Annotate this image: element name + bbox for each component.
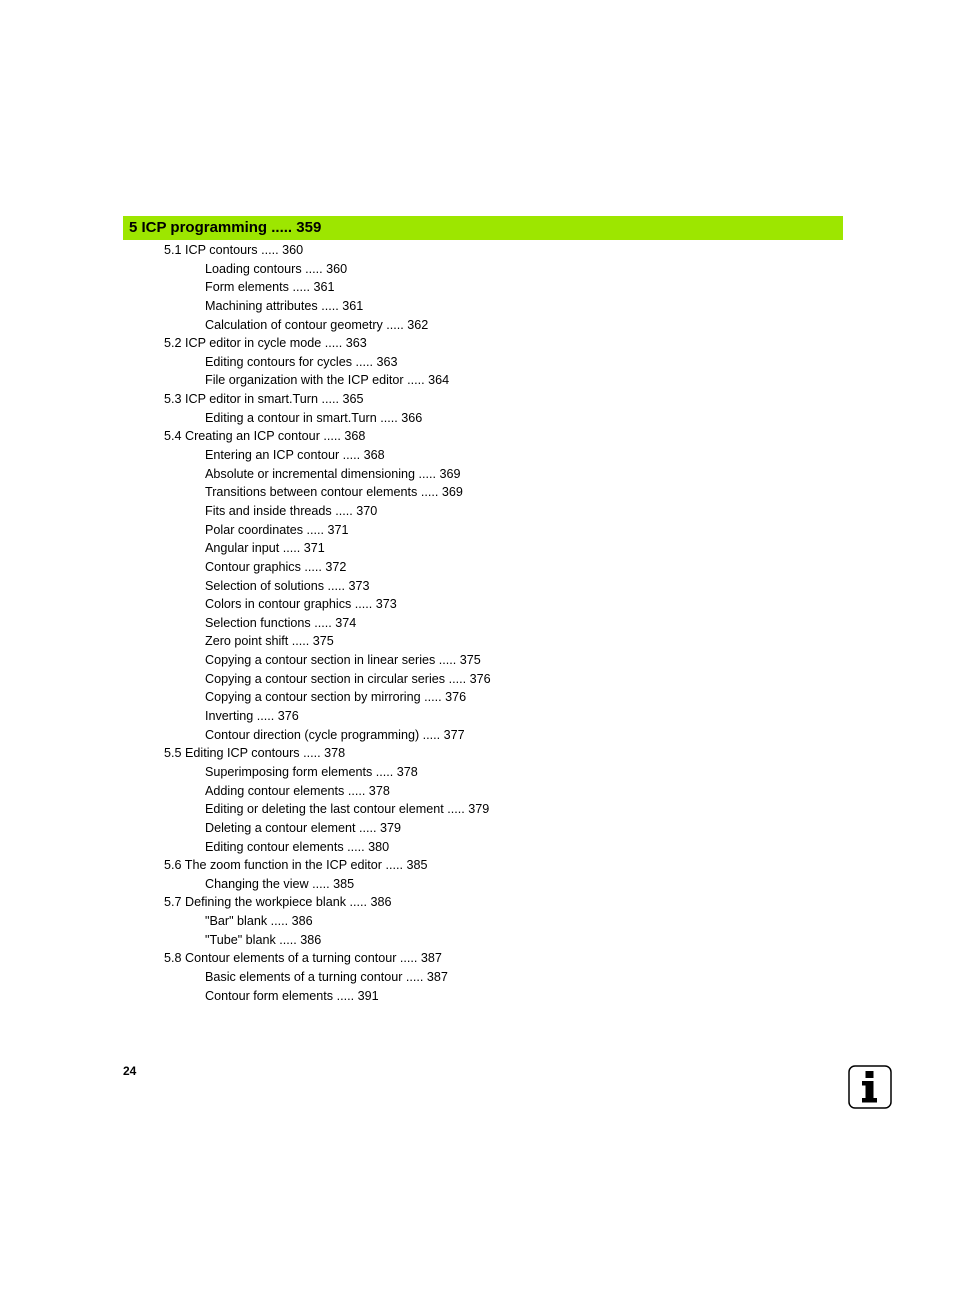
toc-section-entry[interactable]: 5.4 Creating an ICP contour ..... 368 bbox=[164, 429, 366, 444]
toc-subsection-entry[interactable]: Editing or deleting the last contour element ..... 379 bbox=[205, 802, 490, 817]
toc-subsection-entry[interactable]: Basic elements of a turning contour ..... 387 bbox=[205, 969, 448, 984]
toc-subsection-entry[interactable]: Loading contours ..... 360 bbox=[205, 261, 348, 276]
toc-section-entry[interactable]: 5.5 Editing ICP contours ..... 378 bbox=[164, 746, 346, 761]
toc-section-entry[interactable]: 5.8 Contour elements of a turning contour ..... 387 bbox=[164, 951, 442, 966]
toc-subsection-entry[interactable]: Editing a contour in smart.Turn ..... 366 bbox=[205, 410, 423, 425]
toc-subsection-entry[interactable]: Changing the view ..... 385 bbox=[205, 876, 355, 891]
chapter-title[interactable]: 5 ICP programming ..... 359 bbox=[129, 219, 322, 236]
toc-subsection-entry[interactable]: Absolute or incremental dimensioning ..... 369 bbox=[205, 466, 461, 481]
toc-subsection-entry[interactable]: Copying a contour section in linear series ..... 375 bbox=[205, 653, 481, 668]
info-icon bbox=[848, 1065, 892, 1109]
toc-section-entry[interactable]: 5.6 The zoom function in the ICP editor ..... 385 bbox=[164, 858, 428, 873]
toc-subsection-entry[interactable]: "Bar" blank ..... 386 bbox=[205, 914, 313, 929]
toc-subsection-entry[interactable]: Form elements ..... 361 bbox=[205, 280, 335, 295]
toc-subsection-entry[interactable]: Calculation of contour geometry ..... 362 bbox=[205, 317, 429, 332]
toc-subsection-entry[interactable]: Contour form elements ..... 391 bbox=[205, 988, 379, 1003]
toc-subsection-entry[interactable]: Fits and inside threads ..... 370 bbox=[205, 503, 378, 518]
toc-subsection-entry[interactable]: Entering an ICP contour ..... 368 bbox=[205, 448, 385, 463]
toc-subsection-entry[interactable]: Machining attributes ..... 361 bbox=[205, 298, 364, 313]
toc-subsection-entry[interactable]: Deleting a contour element ..... 379 bbox=[205, 820, 402, 835]
page-number: 24 bbox=[123, 1064, 137, 1078]
toc-subsection-entry[interactable]: Transitions between contour elements ..... 369 bbox=[205, 485, 463, 500]
toc-subsection-entry[interactable]: Selection functions ..... 374 bbox=[205, 615, 357, 630]
toc-subsection-entry[interactable]: Superimposing form elements ..... 378 bbox=[205, 764, 418, 779]
toc-section-entry[interactable]: 5.1 ICP contours ..... 360 bbox=[164, 243, 304, 257]
toc-section-entry[interactable]: 5.3 ICP editor in smart.Turn ..... 365 bbox=[164, 392, 364, 407]
toc-subsection-entry[interactable]: Inverting ..... 376 bbox=[205, 709, 299, 724]
toc-subsection-entry[interactable]: Copying a contour section by mirroring ..... 376 bbox=[205, 690, 467, 705]
toc-subsection-entry[interactable]: Contour graphics ..... 372 bbox=[205, 559, 347, 574]
toc-subsection-entry[interactable]: Angular input ..... 371 bbox=[205, 541, 325, 556]
toc-section-entry[interactable]: 5.7 Defining the workpiece blank ..... 386 bbox=[164, 895, 392, 910]
toc-subsection-entry[interactable]: Contour direction (cycle programming) ..... 377 bbox=[205, 727, 465, 742]
toc-subsection-entry[interactable]: Selection of solutions ..... 373 bbox=[205, 578, 370, 593]
table-of-contents bbox=[0, 241, 954, 1005]
toc-subsection-entry[interactable]: Editing contour elements ..... 380 bbox=[205, 839, 390, 854]
toc-subsection-entry[interactable]: Editing contours for cycles ..... 363 bbox=[205, 354, 398, 369]
toc-subsection-entry[interactable]: Zero point shift ..... 375 bbox=[205, 634, 334, 649]
toc-subsection-entry[interactable]: File organization with the ICP editor ..... 364 bbox=[205, 373, 450, 388]
toc-section-entry[interactable]: 5.2 ICP editor in cycle mode ..... 363 bbox=[164, 336, 367, 351]
toc-subsection-entry[interactable]: "Tube" blank ..... 386 bbox=[205, 932, 322, 947]
chapter-heading-bar bbox=[123, 216, 843, 240]
toc-subsection-entry[interactable]: Colors in contour graphics ..... 373 bbox=[205, 597, 397, 612]
toc-subsection-entry[interactable]: Adding contour elements ..... 378 bbox=[205, 783, 390, 798]
toc-subsection-entry[interactable]: Copying a contour section in circular series ..... 376 bbox=[205, 671, 491, 686]
toc-subsection-entry[interactable]: Polar coordinates ..... 371 bbox=[205, 522, 349, 537]
